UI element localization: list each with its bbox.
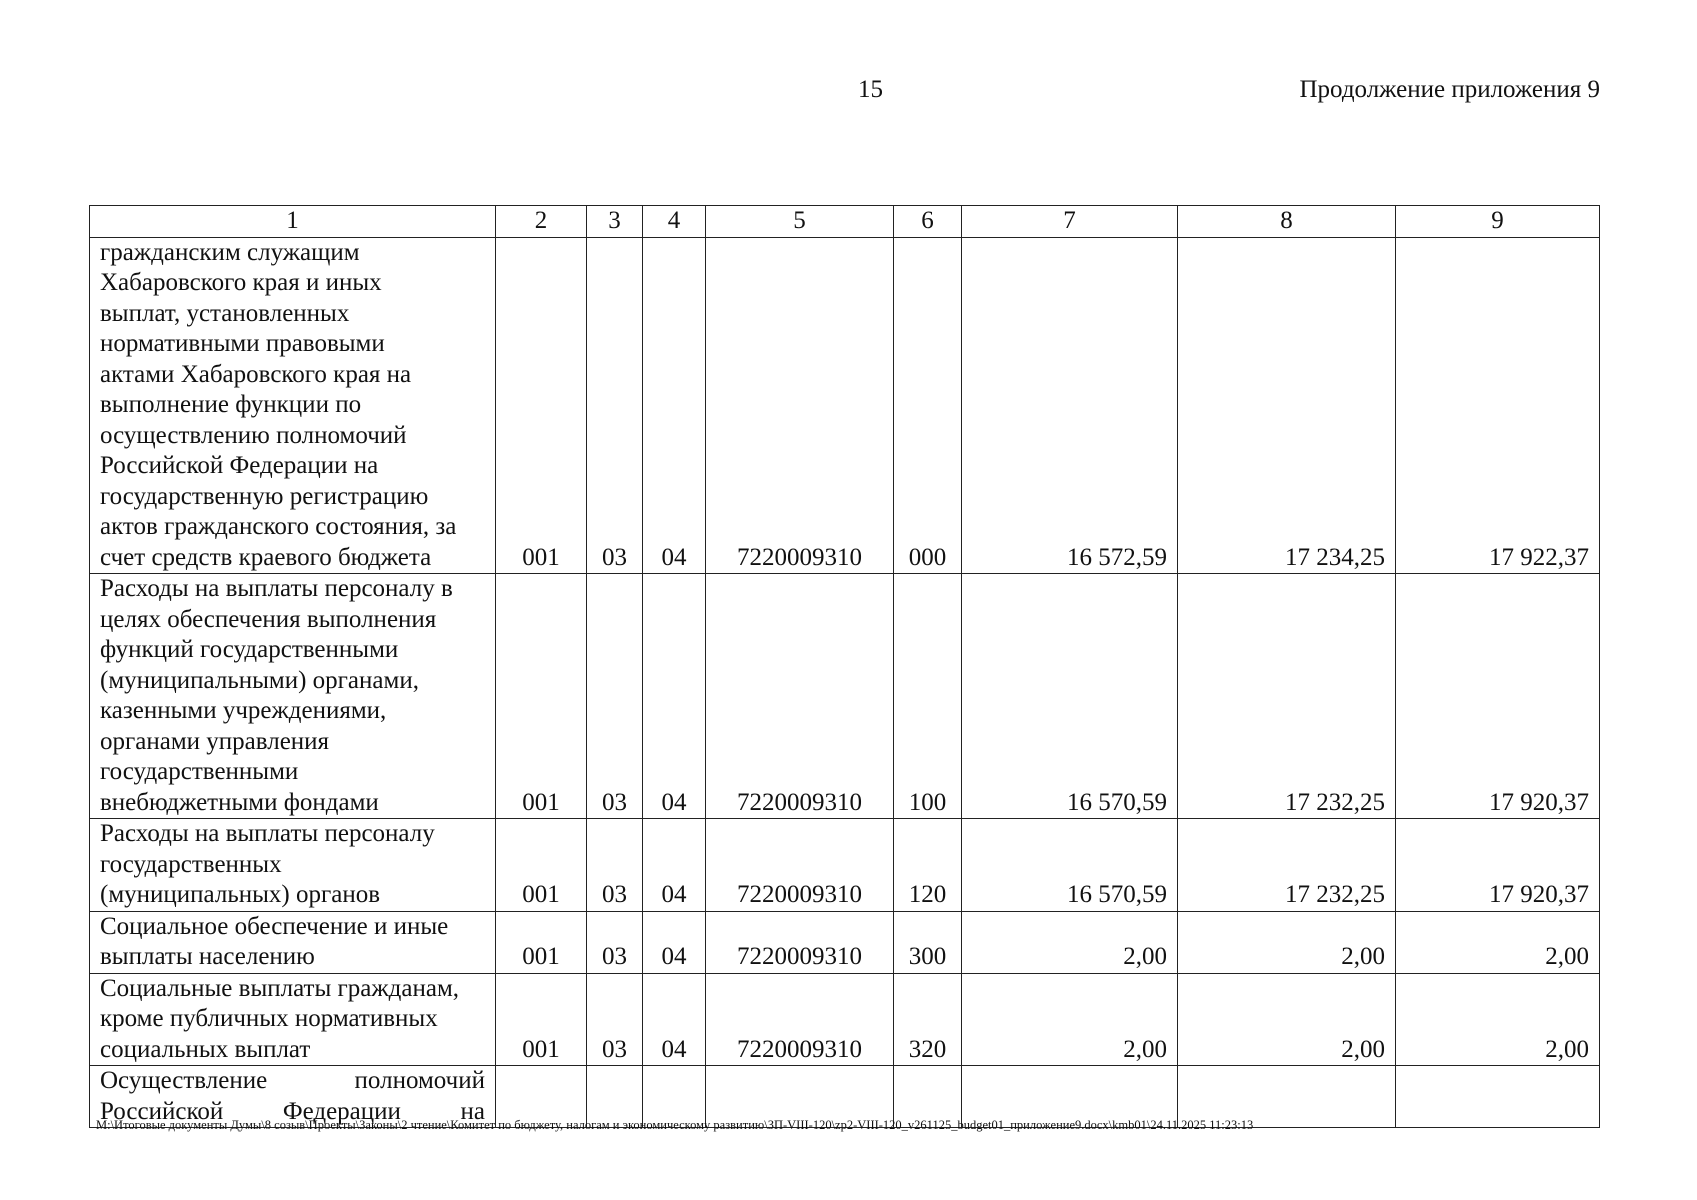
description-line: актов гражданского состояния, за <box>100 513 457 540</box>
description-line: счет средств краевого бюджета <box>100 543 432 571</box>
description-line: гражданским служащим <box>100 238 360 266</box>
cell-c7: 16 570,59 <box>962 574 1178 819</box>
cell-c8: 17 232,25 <box>1178 819 1396 912</box>
description-line: Социальное обеспечение и иные <box>100 912 449 940</box>
column-header: 4 <box>643 206 706 238</box>
description-line: функций государственными <box>100 636 399 663</box>
table-row <box>90 973 1600 1066</box>
description-line: актами Хабаровского края на <box>100 360 412 388</box>
expense-description <box>90 574 496 819</box>
description-line: Осуществление полномочий <box>100 1067 485 1094</box>
cell-c7: 2,00 <box>962 973 1178 1066</box>
column-header: 1 <box>90 206 496 238</box>
table-row <box>90 574 1600 819</box>
cell-c2: 001 <box>496 819 587 912</box>
expense-description <box>90 819 496 912</box>
column-header: 7 <box>962 206 1178 238</box>
table-row <box>90 911 1600 973</box>
description-line: выполнение функции по <box>100 391 362 418</box>
cell-c3: 03 <box>587 973 643 1066</box>
description-line: казенными учреждениями, <box>100 697 387 724</box>
cell-c4: 04 <box>643 819 706 912</box>
cell-c9: 17 920,37 <box>1396 819 1600 912</box>
column-number-header-row <box>90 206 1600 238</box>
column-header: 5 <box>706 206 894 238</box>
description-line: государственную регистрацию <box>100 482 429 510</box>
document-file-path: M:\Итоговые документы Думы\8 созыв\Проекты\Законы\2 чтение\Комитет по бюджету, налогам и экономическому развитию\ЗП-VIII-120\zp2-VIII-120_v261125_budget01_приложение9.docx\kmb01\24.11.2025 11:23:13 <box>96 1118 1254 1132</box>
column-header: 3 <box>587 206 643 238</box>
description-line: (муниципальных) органов <box>100 881 381 908</box>
description-line: Социальные выплаты гражданам, <box>100 974 460 1002</box>
cell-c3: 03 <box>587 237 643 574</box>
column-header: 8 <box>1178 206 1396 238</box>
cell-c9: 17 920,37 <box>1396 574 1600 819</box>
cell-c4: 04 <box>643 574 706 819</box>
cell-c8: 17 234,25 <box>1178 237 1396 574</box>
description-line: Расходы на выплаты персоналу <box>100 820 435 847</box>
cell-c6: 120 <box>894 819 962 912</box>
description-line: кроме публичных нормативных <box>100 1005 438 1032</box>
cell-c2: 001 <box>496 973 587 1066</box>
cell-c6: 300 <box>894 911 962 973</box>
cell-c2: 001 <box>496 911 587 973</box>
cell-c9: 2,00 <box>1396 911 1600 973</box>
cell-c6: 100 <box>894 574 962 819</box>
cell-c5: 7220009310 <box>706 973 894 1066</box>
table-row <box>90 819 1600 912</box>
cell-c5: 7220009310 <box>706 911 894 973</box>
cell-c7: 2,00 <box>962 911 1178 973</box>
cell-c5: 7220009310 <box>706 574 894 819</box>
description-line: государственных <box>100 850 282 878</box>
cell-c9 <box>1396 1066 1600 1128</box>
description-line: Российской Федерации на <box>100 1097 485 1125</box>
expense-description <box>90 973 496 1066</box>
description-line: выплат, установленных <box>100 299 350 327</box>
page-number: 15 <box>858 76 883 103</box>
cell-c6: 000 <box>894 237 962 574</box>
description-line: Расходы на выплаты персоналу в <box>100 575 453 602</box>
appendix-continuation-title: Продолжение приложения 9 <box>1299 76 1600 103</box>
description-line: социальных выплат <box>100 1035 311 1063</box>
expense-description <box>90 237 496 574</box>
column-header: 9 <box>1396 206 1600 238</box>
expense-description <box>90 911 496 973</box>
column-header: 6 <box>894 206 962 238</box>
description-line: внебюджетными фондами <box>100 788 379 816</box>
cell-c8: 17 232,25 <box>1178 574 1396 819</box>
cell-c2: 001 <box>496 237 587 574</box>
cell-c4: 04 <box>643 911 706 973</box>
description-line: органами управления <box>100 727 330 755</box>
cell-c8: 2,00 <box>1178 973 1396 1066</box>
cell-c2: 001 <box>496 574 587 819</box>
description-line: целях обеспечения выполнения <box>100 605 437 633</box>
cell-c7: 16 570,59 <box>962 819 1178 912</box>
description-line: осуществлению полномочий <box>100 421 407 449</box>
cell-c8: 2,00 <box>1178 911 1396 973</box>
description-line: государственными <box>100 758 299 785</box>
description-line: выплаты населению <box>100 943 315 970</box>
cell-c6: 320 <box>894 973 962 1066</box>
cell-c3: 03 <box>587 819 643 912</box>
table-row <box>90 237 1600 574</box>
description-line: Российской Федерации на <box>100 452 379 479</box>
cell-c7: 16 572,59 <box>962 237 1178 574</box>
cell-c5: 7220009310 <box>706 819 894 912</box>
description-line: Хабаровского края и иных <box>100 269 382 296</box>
cell-c4: 04 <box>643 237 706 574</box>
cell-c3: 03 <box>587 911 643 973</box>
cell-c9: 2,00 <box>1396 973 1600 1066</box>
cell-c4: 04 <box>643 973 706 1066</box>
cell-c9: 17 922,37 <box>1396 237 1600 574</box>
description-line: (муниципальными) органами, <box>100 666 419 694</box>
description-line: нормативными правовыми <box>100 330 385 357</box>
budget-table <box>89 205 1600 1128</box>
cell-c3: 03 <box>587 574 643 819</box>
column-header: 2 <box>496 206 587 238</box>
cell-c5: 7220009310 <box>706 237 894 574</box>
